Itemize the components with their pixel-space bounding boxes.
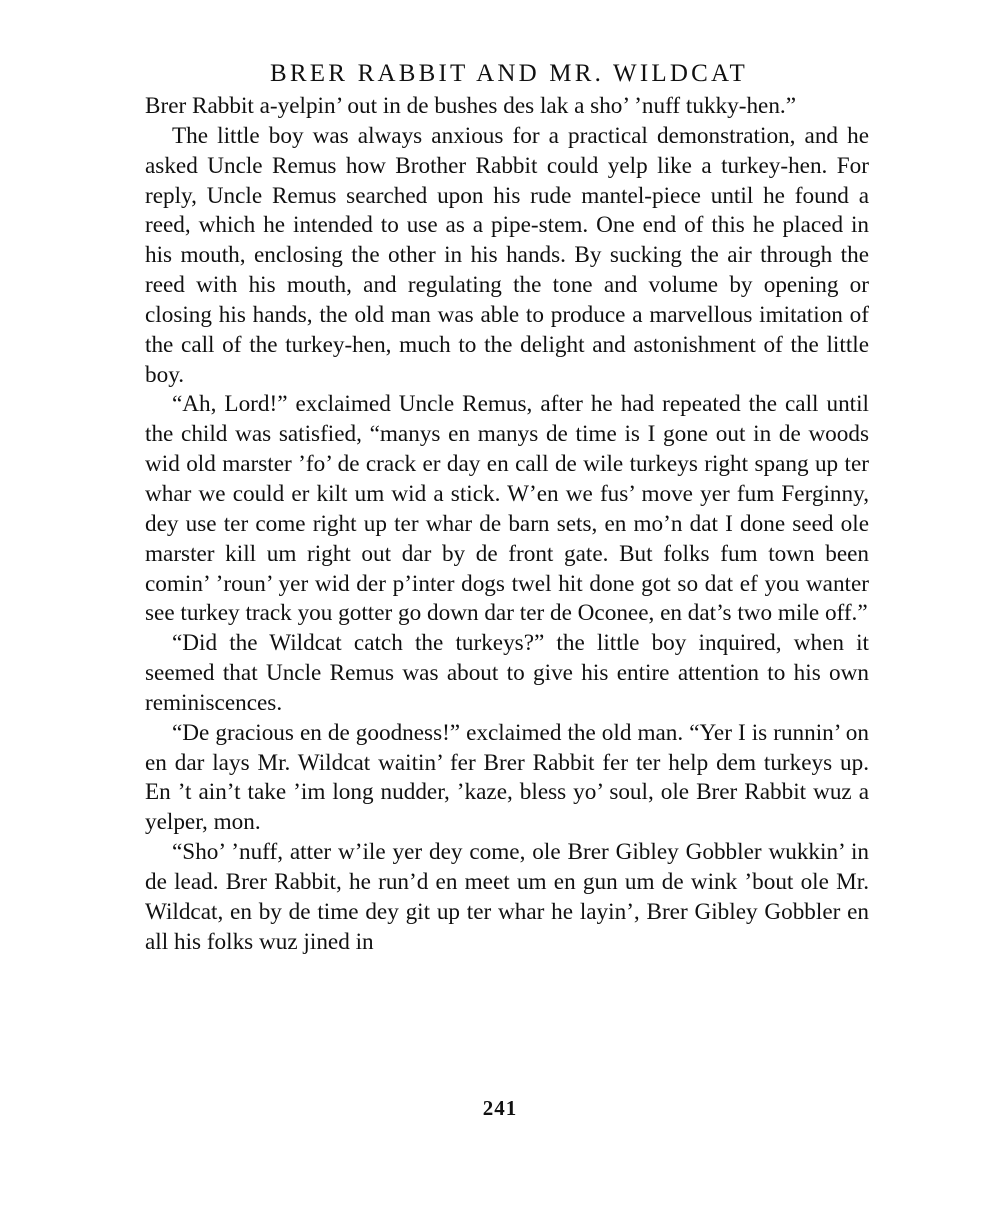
page-number: 241 (482, 1096, 518, 1120)
paragraph: “Sho’ ’nuff, atter w’ile yer dey come, ole Brer Gibley Gobbler wukkin’ in de lead. Brer Rabbit, he run’d en meet um en gun um de wink ’bout ole Mr. Wildcat, en by de time dey git up ter whar he layin’, Brer Gibley Gobbler en all his folks wuz jined in (145, 839, 869, 955)
paragraph-continued: Brer Rabbit a-yelpin’ out in de bushes des lak a sho’ ’nuff tukky-hen.” (145, 93, 797, 119)
paragraph: “De gracious en de goodness!” exclaimed the old man. “Yer I is runnin’ on en dar lays Mr. Wildcat waitin’ fer Brer Rabbit fer ter help dem turkeys up. En ’t ain’t take ’im long nudder, ’kaze, bless yo’ soul, ole Brer Rabbit wuz a yelper, mon. (145, 719, 869, 836)
running-title: BRER RABBIT AND MR. WILDCAT (270, 60, 748, 87)
paragraph: “Did the Wildcat catch the turkeys?” the little boy inquired, when it seemed that Uncle Remus was about to give his entire attention to his own reminiscences. (145, 630, 869, 716)
paragraph: “Ah, Lord!” exclaimed Uncle Remus, after he had repeated the call until the child was satisfied, “manys en manys de time is I gone out in de woods wid old marster ’fo’ de crack er day en call de wile turkeys right spang up ter whar we could er kilt um wid a stick. W’en we fus’ move yer fum Ferginny, dey use ter come right up ter whar de barn sets, en mo’n dat I done seed ole marster kill um right out dar by de front gate. But folks fum town been comin’ ’roun’ yer wid der p’inter dogs twel hit done got so dat ef you wanter see turkey track you gotter go down dar ter de Oconee, en dat’s two mile off.” (145, 391, 869, 627)
page-body (145, 56, 869, 957)
paragraph: The little boy was always anxious for a practical demonstration, and he asked Uncle Remus how Brother Rabbit could yelp like a turkey-hen. For reply, Uncle Remus searched upon his rude mantel-piece until he found a reed, which he intended to use as a pipe-stem. One end of this he placed in his mouth, enclosing the other in his hands. By sucking the air through the reed with his mouth, and regulating the tone and volume by opening or closing his hands, the old man was able to produce a marvellous imitation of the call of the turkey-hen, much to the delight and astonishment of the little boy. (145, 122, 869, 388)
